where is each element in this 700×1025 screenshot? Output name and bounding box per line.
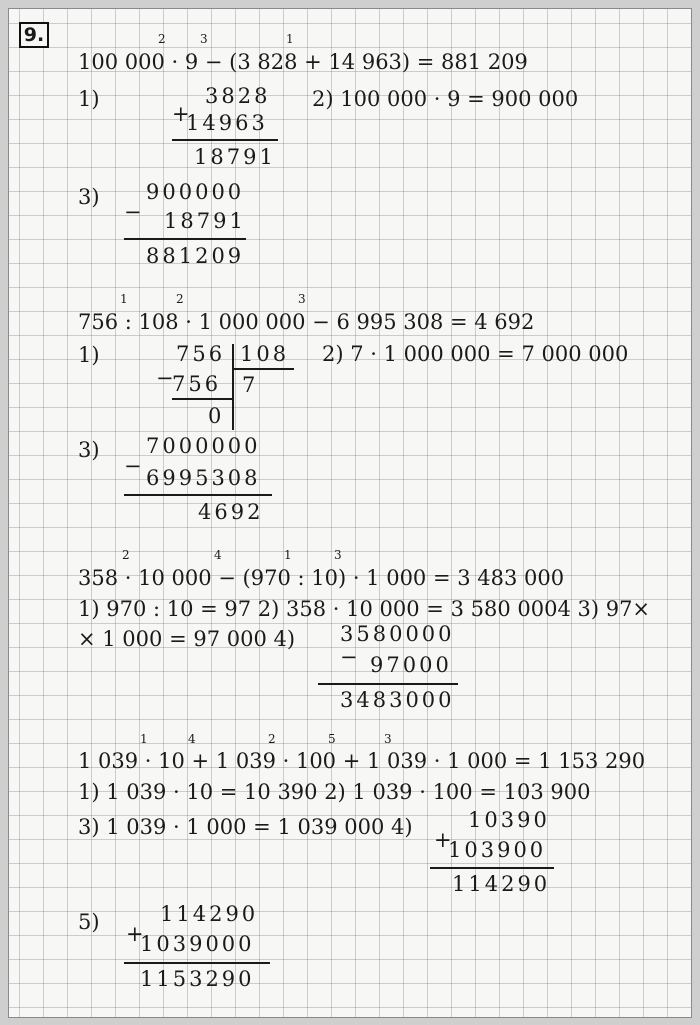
plus-sign: + <box>126 922 144 946</box>
order-mark: 3 <box>334 548 342 562</box>
sum-result: 18791 <box>194 145 276 169</box>
addend-second: 1039000 <box>140 932 255 956</box>
expression-1: 100 000 · 9 − (3 828 + 14 963) = 881 209 <box>78 50 528 74</box>
minuend: 900000 <box>146 180 245 204</box>
order-mark: 2 <box>268 732 276 746</box>
remainder: 0 <box>208 404 222 428</box>
order-mark: 3 <box>200 32 208 46</box>
order-mark: 3 <box>298 292 306 306</box>
steps-line-2: × 1 000 = 97 000 4) <box>78 627 296 651</box>
sum-result: 114290 <box>452 872 551 896</box>
subtrahend: 18791 <box>164 209 246 233</box>
step-number: 3) <box>78 185 100 209</box>
minuend: 3580000 <box>340 622 455 646</box>
grid-paper <box>8 8 692 1018</box>
order-mark: 4 <box>188 732 196 746</box>
difference-result: 4692 <box>198 500 264 524</box>
order-mark: 2 <box>122 548 130 562</box>
plus-sign: + <box>434 828 452 852</box>
steps-line-1: 1) 970 : 10 = 97 2) 358 · 10 000 = 3 580 0004 3) 97× <box>78 597 651 621</box>
minus-sign: − <box>124 454 142 478</box>
expression-2: 756 : 108 · 1 000 000 − 6 995 308 = 4 692 <box>78 310 535 334</box>
minuend: 7000000 <box>146 434 261 458</box>
order-mark: 5 <box>328 732 336 746</box>
task-number-badge: 9. <box>19 22 49 48</box>
order-mark: 1 <box>140 732 148 746</box>
addend-top: 3828 <box>205 84 271 108</box>
order-mark: 2 <box>176 292 184 306</box>
step-number: 3) <box>78 438 100 462</box>
difference-line <box>124 238 246 240</box>
minus-sign: − <box>124 200 142 224</box>
sum-line <box>172 139 278 141</box>
subtrahend: 97000 <box>370 653 452 677</box>
plus-sign: + <box>172 102 190 126</box>
dividend: 756 <box>176 342 226 366</box>
difference-line <box>318 683 458 685</box>
sum-line <box>124 962 270 964</box>
steps-line-1: 1) 1 039 · 10 = 10 390 2) 1 039 · 100 = 103 900 <box>78 780 591 804</box>
step-2-line: 2) 100 000 · 9 = 900 000 <box>312 87 579 111</box>
order-mark: 1 <box>286 32 294 46</box>
subtrahend: 6995308 <box>146 466 261 490</box>
addend-top: 10390 <box>468 808 550 832</box>
sum-result: 1153290 <box>140 967 255 991</box>
order-mark: 1 <box>284 548 292 562</box>
order-mark: 1 <box>120 292 128 306</box>
divisor: 108 <box>240 342 290 366</box>
steps-line-2: 3) 1 039 · 1 000 = 1 039 000 4) <box>78 815 413 839</box>
division-subtrahend: 756 <box>172 372 222 396</box>
division-bar <box>232 344 234 430</box>
sum-line <box>430 867 554 869</box>
step-2-line: 2) 7 · 1 000 000 = 7 000 000 <box>322 342 629 366</box>
minus-sign: − <box>340 645 358 669</box>
expression-3: 358 · 10 000 − (970 : 10) · 1 000 = 3 483 000 <box>78 566 565 590</box>
order-mark: 2 <box>158 32 166 46</box>
expression-4: 1 039 · 10 + 1 039 · 100 + 1 039 · 1 000 = 1 153 290 <box>78 749 646 773</box>
difference-result: 881209 <box>146 244 245 268</box>
difference-result: 3483000 <box>340 688 455 712</box>
step-number: 5) <box>78 910 100 934</box>
quotient-line <box>232 368 294 370</box>
quotient: 7 <box>242 373 256 397</box>
order-mark: 3 <box>384 732 392 746</box>
addend-top: 114290 <box>160 902 259 926</box>
addend-second: 103900 <box>448 838 547 862</box>
difference-line <box>124 494 272 496</box>
step-number: 1) <box>78 343 100 367</box>
minus-sign: − <box>156 366 174 390</box>
addend-second: 14963 <box>186 111 268 135</box>
step-number: 1) <box>78 87 100 111</box>
remainder-line <box>172 398 232 400</box>
order-mark: 4 <box>214 548 222 562</box>
